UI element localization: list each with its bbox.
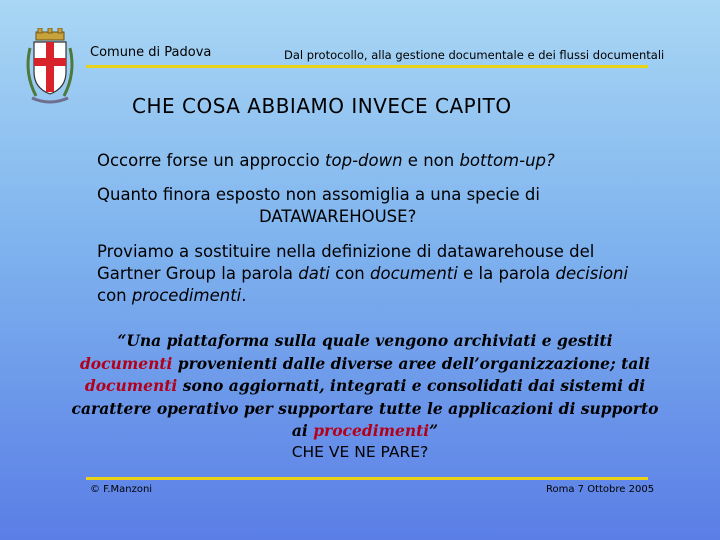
p1-top-down: top-down <box>325 151 403 170</box>
p1-text-c: e non <box>402 151 460 170</box>
p1-bottom-up: bottom-up? <box>459 151 555 170</box>
p3-dati: dati <box>298 264 330 283</box>
p2-datawarehouse: DATAWAREHOUSE? <box>259 207 417 226</box>
footer-divider <box>86 477 648 480</box>
header-divider <box>86 65 648 68</box>
quote-documenti-1: documenti <box>79 353 173 373</box>
p3-documenti: documenti <box>370 264 458 283</box>
quote-part-2: provenienti dalle diverse aree dell’organizzazione; tali <box>172 353 651 373</box>
closing-question: CHE VE NE PARE? <box>291 443 429 461</box>
p3-text-g: con <box>97 286 132 305</box>
comune-crest-logo <box>22 28 78 108</box>
p2-text-a: Quanto finora esposto non assomiglia a una specie di <box>97 185 540 204</box>
organization-name: Comune di Padova <box>90 45 212 60</box>
p3-decisioni: decisioni <box>555 264 629 283</box>
p1-text-a: Occorre forse un approccio <box>97 151 326 170</box>
point-approach <box>97 151 555 170</box>
footer-author: © F.Manzoni <box>90 484 153 495</box>
slide-heading: CHE COSA ABBIAMO INVECE CAPITO <box>132 94 512 118</box>
presentation-subtitle: Dal protocollo, alla gestione documentale e dei flussi documentali <box>284 48 665 62</box>
quote-part-1: “Una piattaforma sulla quale vengono archiviati e gestiti <box>117 331 613 350</box>
p3-text-a: Proviamo a sostituire nella definizione di datawarehouse del Gartner Group la parola <box>97 242 595 283</box>
quote-part-3: sono aggiornati, integrati e consolidati dai sistemi di carattere operativo per supportare tutte le applicazioni di supporto ai <box>71 376 659 440</box>
point-datawarehouse <box>97 184 657 228</box>
quote-close: ” <box>429 421 439 440</box>
definition-quote <box>70 330 660 443</box>
point-definition <box>97 241 657 307</box>
footer-date: Roma 7 Ottobre 2005 <box>546 484 655 495</box>
quote-documenti-2: documenti <box>84 376 178 395</box>
p3-text-i: . <box>241 286 247 305</box>
p3-text-c: con <box>329 264 371 283</box>
p3-text-e: e la parola <box>457 264 556 283</box>
quote-procedimenti: procedimenti <box>313 421 430 440</box>
p3-procedimenti: procedimenti <box>131 286 242 305</box>
